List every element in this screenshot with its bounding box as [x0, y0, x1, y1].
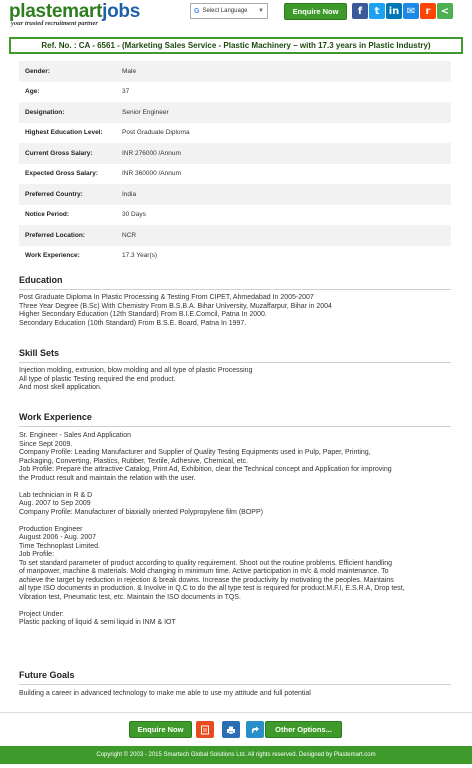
text-line: All type of plastic Testing required the end product.: [19, 375, 176, 383]
text-line: Aug. 2007 to Sep 2009: [19, 500, 91, 507]
pdf-icon[interactable]: [196, 721, 214, 738]
text-line: all type ISO documents in production. & Involve in Q.C to do the all type test is required for product.M.F.I, E.S.R.A, Drop test,: [19, 585, 405, 592]
text-line: And most skell application.: [19, 384, 102, 391]
text-line: To set standard parameter of product according to quality requirement. Shoot out the routine problems. Efficient handling: [19, 559, 393, 567]
detail-row: [19, 225, 451, 246]
detail-value: Male: [122, 67, 137, 75]
plastemart-jobs-logo[interactable]: [9, 2, 140, 27]
detail-row: [19, 205, 451, 226]
work-experience-entry: [19, 611, 451, 628]
footer-copyright: Copyright © 2003 - 2015 Smartech Global Solutions Ltd. All rights reserved. Designed by Plastemart.com: [0, 746, 472, 764]
detail-value: 17.3 Year(s): [122, 252, 158, 260]
detail-value: 37: [122, 88, 130, 96]
share-arrow-icon[interactable]: [246, 721, 264, 738]
detail-value: India: [122, 190, 137, 198]
social-share-bar: [352, 3, 453, 19]
detail-label: Preferred Location:: [25, 231, 85, 239]
language-selector-label: Select Language: [202, 8, 248, 14]
text-line: of manpower, machine & materials. Mold changing in minimum time. Active participation in m/c & mold maintenance. To: [19, 568, 389, 575]
text-line: Sr. Engineer - Sales And Application: [19, 432, 132, 439]
detail-row: [19, 102, 451, 123]
work-experience-text: [19, 432, 451, 636]
skill-sets-divider: [19, 362, 451, 363]
reddit-icon[interactable]: r: [420, 3, 436, 19]
work-experience-entry: [19, 492, 451, 518]
text-line: achieve the target by reduction in rejection & break downs. Increase the productivity by motivating the peoples. Maintains: [19, 576, 394, 584]
enquire-now-button[interactable]: Enquire Now: [284, 3, 347, 20]
detail-row: [19, 164, 451, 185]
detail-value: 30 Days: [122, 211, 146, 219]
print-icon[interactable]: [222, 721, 240, 738]
detail-value: NCR: [122, 231, 137, 239]
candidate-details-table: [19, 61, 451, 266]
detail-row: [19, 61, 451, 82]
detail-row: [19, 246, 451, 267]
chevron-down-icon: ▼: [258, 8, 264, 14]
text-line: Company Profile: Leading Manufacturer and Supplier of Quality Testing Equipments used in Pulp, Paper, Printing,: [19, 449, 371, 456]
education-heading: Education: [19, 275, 63, 285]
work-experience-entry: [19, 432, 451, 483]
work-experience-entry: [19, 526, 451, 603]
detail-label: Work Experience:: [25, 252, 80, 260]
text-line: Secondary Education (10th Standard) From B.S.E. Board, Patna In 1997.: [19, 319, 247, 327]
skill-sets-text: [19, 367, 451, 393]
detail-row: [19, 123, 451, 144]
detail-label: Expected Gross Salary:: [25, 170, 98, 178]
work-experience-divider: [19, 426, 451, 427]
google-g-icon: G: [194, 7, 200, 15]
text-line: Plastic packing of liquid & semi liquid in INM & IOT: [19, 619, 176, 626]
language-selector[interactable]: [190, 3, 268, 19]
detail-label: Gender:: [25, 67, 50, 75]
text-line: Project Under:: [19, 610, 64, 618]
logo-text-part2: jobs: [102, 1, 140, 22]
bottom-action-bar: [0, 712, 472, 746]
logo-text-part1: plastemart: [9, 1, 103, 22]
reference-title: Ref. No. : CA - 6561 - (Marketing Sales Service - Plastic Machinery – with 17.3 years in Plastic Industry): [9, 37, 463, 54]
text-line: Company Profile: Manufacturer of biaxially oriented Polypropylene film (BOPP): [19, 508, 263, 516]
detail-value: INR 360000 /Annum: [122, 170, 181, 178]
text-line: Job Profile:: [19, 551, 55, 558]
education-divider: [19, 289, 451, 290]
detail-row: [19, 82, 451, 103]
text-line: Higher Secondary Education (12th Standard) From B.I.E.Comcil, Patna In 2000.: [19, 311, 267, 318]
linkedin-icon[interactable]: in: [386, 3, 402, 19]
text-line: Injection molding, extrusion, blow molding and all type of plastic Processing: [19, 367, 253, 374]
text-line: Production Engineer: [19, 525, 83, 533]
text-line: Since Sept 2009.: [19, 440, 73, 448]
email-icon[interactable]: ✉: [403, 3, 419, 19]
future-goals-heading: Future Goals: [19, 670, 75, 680]
future-goals-text: Building a career in advanced technology to make me able to use my attitude and full potential: [19, 690, 311, 697]
future-goals-divider: [19, 684, 451, 685]
work-experience-heading: Work Experience: [19, 412, 92, 422]
logo-tagline: your trusted recruitment partner: [11, 20, 98, 27]
skill-sets-heading: Skill Sets: [19, 348, 60, 358]
detail-row: [19, 143, 451, 164]
detail-label: Designation:: [25, 108, 65, 116]
text-line: Post Graduate Diploma In Plastic Processing & Testing From CIPET, Ahmedabad In 2005-2007: [19, 294, 314, 301]
share-icon[interactable]: <: [437, 3, 453, 19]
detail-label: Highest Education Level:: [25, 129, 103, 137]
detail-row: [19, 184, 451, 205]
text-line: Three Year Degree (B.Sc) With Chemistry From B.S.B.A. Bihar University, Muzaffarpur, Bihar in 2004: [19, 302, 332, 310]
education-text: [19, 294, 451, 328]
enquire-now-bottom-button[interactable]: Enquire Now: [129, 721, 192, 738]
text-line: Packaging, Converting, Plastics, Rubber, Textile, Adhesive, Chemical, etc.: [19, 457, 249, 465]
text-line: the Product result and maintain the relation with the user.: [19, 474, 196, 482]
facebook-icon[interactable]: f: [352, 3, 368, 19]
detail-label: Age:: [25, 88, 40, 96]
detail-value: INR 276000 /Annum: [122, 149, 181, 157]
page-header: [0, 0, 472, 34]
text-line: Time Technoplast Limited.: [19, 542, 100, 550]
detail-value: Post Graduate Diploma: [122, 129, 190, 137]
detail-value: Senior Engineer: [122, 108, 169, 116]
text-line: August 2006 - Aug. 2007: [19, 534, 97, 541]
twitter-icon[interactable]: t: [369, 3, 385, 19]
text-line: Vibration test, Pneumatic test, etc. Maintain the ISO documents in TQS.: [19, 593, 241, 601]
detail-label: Current Gross Salary:: [25, 149, 93, 157]
text-line: Lab technician in R & D: [19, 491, 93, 499]
detail-label: Preferred Country:: [25, 190, 83, 198]
text-line: Job Profile: Prepare the attractive Catalog, Print Ad, Exhibition, clear the Technical concept and Application for improving: [19, 466, 392, 473]
other-options-button[interactable]: Other Options...: [265, 721, 342, 738]
detail-label: Notice Period:: [25, 211, 70, 219]
